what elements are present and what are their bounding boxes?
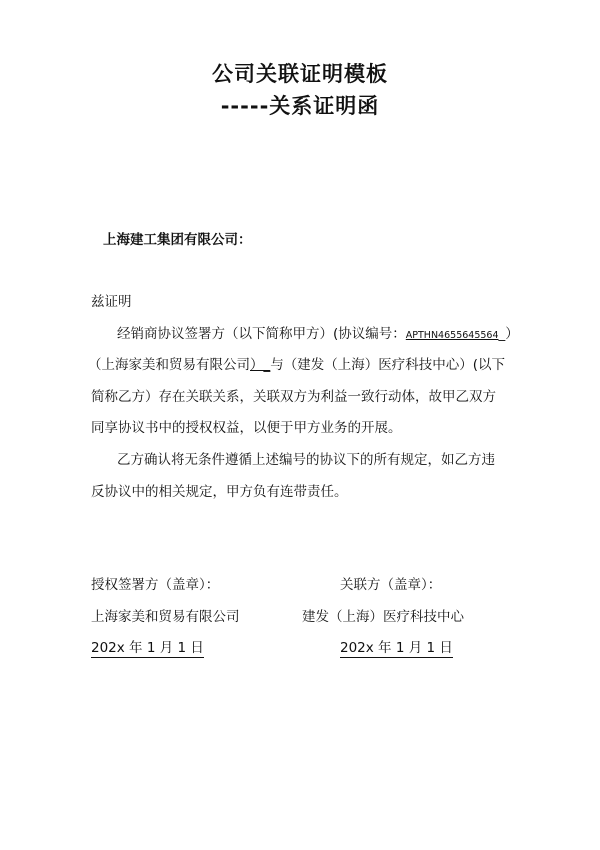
party-a-close: ）_ <box>250 357 271 373</box>
document-title: 公司关联证明模板 <box>212 62 388 86</box>
right-signer-company: 建发（上海）医疗科技中心 <box>302 609 464 625</box>
para1-line1-text: 经销商协议签署方（以下简称甲方）(协议编号： <box>117 326 406 342</box>
document-subtitle: -----关系证明函 <box>220 94 380 118</box>
party-a-name: （上海家美和贸易有限公司 <box>88 357 250 373</box>
right-signer-role: 关联方（盖章）： <box>340 577 442 593</box>
addressee: 上海建工集团有限公司： <box>103 232 252 248</box>
para1-line2-text: 与（建发（上海）医疗科技中心）(以下 <box>270 357 506 373</box>
para1-line3: 简称乙方）存在关联关系，关联双方为利益一致行动体，故甲乙双方 <box>91 389 496 405</box>
left-signer-date: 202x 年 1 月 1 日 <box>91 636 204 658</box>
para2-line2: 反协议中的相关规定，甲方负有连带责任。 <box>91 484 348 500</box>
left-signer-company: 上海家美和贸易有限公司 <box>91 609 240 625</box>
para1-line1-end: _） <box>498 326 519 342</box>
para1-line2 <box>88 353 505 373</box>
greeting: 兹证明 <box>91 294 132 310</box>
agreement-number: APTHN4655645564 <box>405 330 499 341</box>
para1-line1 <box>117 322 519 342</box>
left-signer-role: 授权签署方（盖章）： <box>91 577 220 593</box>
para1-line4: 同享协议书中的授权权益，以便于甲方业务的开展。 <box>91 420 402 436</box>
para2-line1: 乙方确认将无条件遵循上述编号的协议下的所有规定，如乙方违 <box>117 452 495 468</box>
right-signer-date: 202x 年 1 月 1 日 <box>340 636 453 658</box>
